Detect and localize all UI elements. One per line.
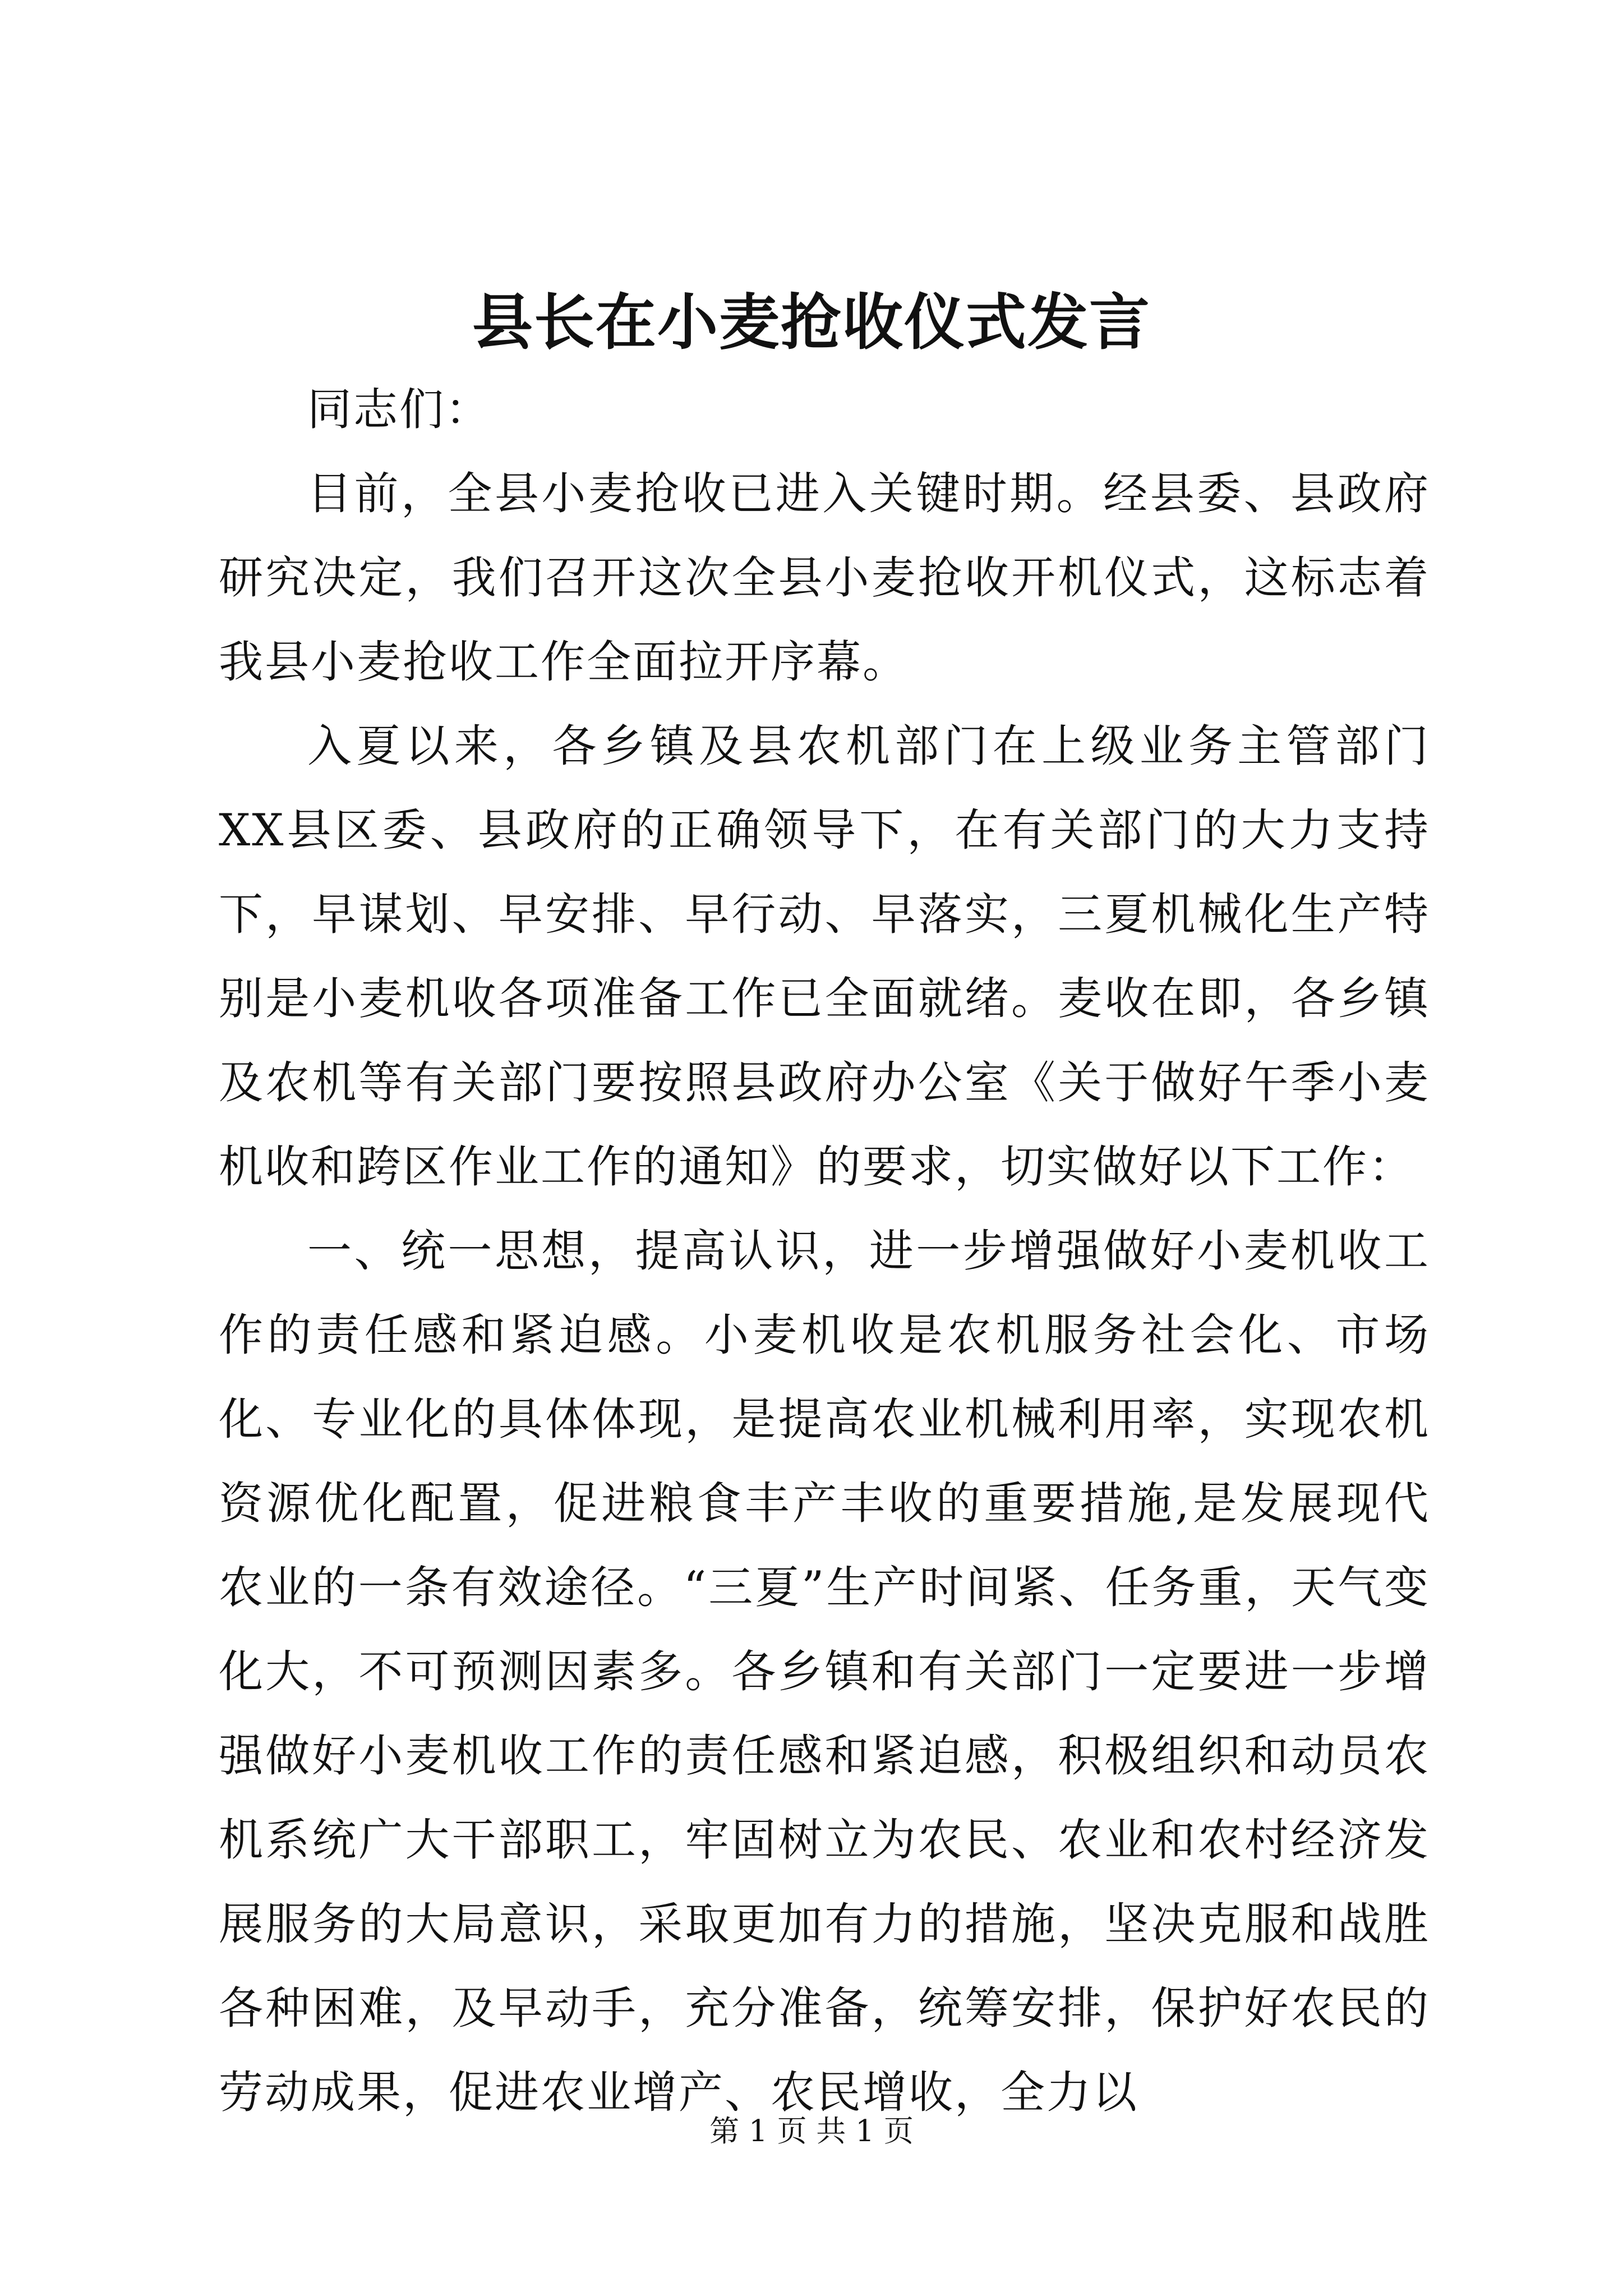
document-body [219,367,1430,2134]
body-paragraph: 一、统一思想，提高认识，进一步增强做好小麦机收工作的责任感和紧迫感。小麦机收是农机服务社会化、市场化、专业化的具体体现，是提高农业机械利用率，实现农机资源优化配置，促进粮食丰产丰收的重要措施,是发展现代农业的一条有效途径。“三夏”生产时间紧、任务重，天气变化大，不可预测因素多。各乡镇和有关部门一定要进一步增强做好小麦机收工作的责任感和紧迫感，积极组织和动员农机系统广大干部职工，牢固树立为农民、农业和农村经济发展服务的大局意识，采取更加有力的措施，坚决克服和战胜各种困难，及早动手，充分准备，统筹安排，保护好农民的劳动成果，促进农业增产、农民增收，全力以 [219,1225,1430,2118]
document-title: 县长在小麦抢收仪式发言 [472,287,1151,358]
body-paragraph: 入夏以来，各乡镇及县农机部门在上级业务主管部门XX县区委、县政府的正确领导下，在有关部门的大力支持下，早谋划、早安排、早行动、早落实，三夏机械化生产特别是小麦机收各项准备工作已全面就绪。麦收在即，各乡镇及农机等有关部门要按照县政府办公室《关于做好午季小麦机收和跨区作业工作的通知》的要求，切实做好以下工作： [219,720,1430,1193]
salutation-paragraph: 同志们： [307,384,491,435]
body-paragraph: 目前，全县小麦抢收已进入关键时期。经县委、县政府研究决定，我们召开这次全县小麦抢收开机仪式，这标志着我县小麦抢收工作全面拉开序幕。 [219,468,1430,688]
page-number-footer: 第 1 页 共 1 页 [709,2114,914,2148]
